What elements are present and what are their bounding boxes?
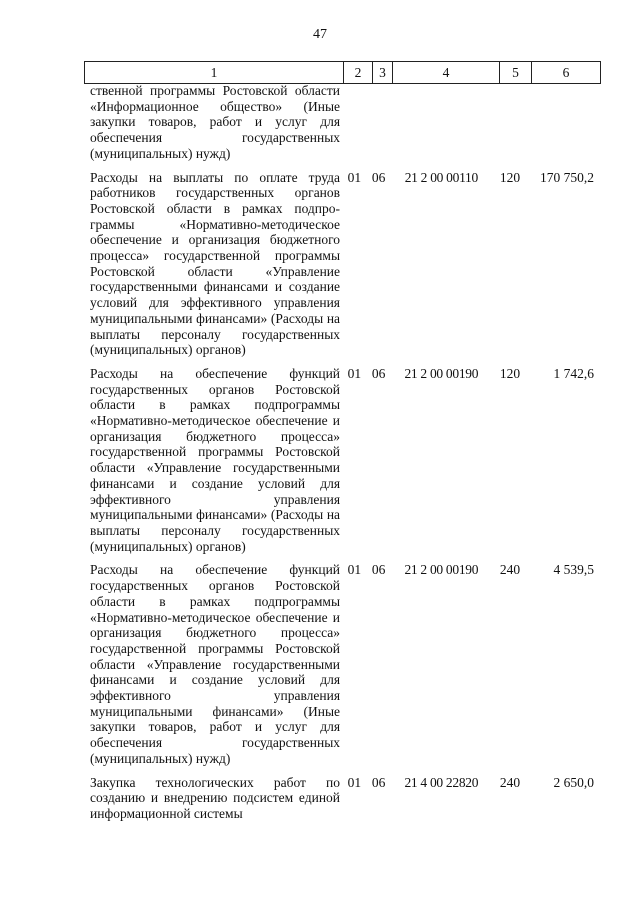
column-header-5: 5 [500, 62, 532, 84]
row-subsection: 06 [371, 562, 386, 578]
row-section: 01 [347, 169, 362, 185]
row-amount: 170 750,2 [540, 169, 594, 185]
row-expense-type: 120 [499, 365, 521, 381]
table-row [84, 170, 600, 358]
row-target-code: 21 2 00 00110 [404, 169, 478, 185]
table-row [84, 83, 600, 162]
column-header-table [84, 61, 601, 84]
row-target-code: 21 2 00 00190 [404, 562, 479, 578]
row-target-code: 21 4 00 22820 [404, 774, 479, 790]
row-expense-type: 120 [499, 169, 521, 185]
row-subsection: 06 [371, 365, 386, 381]
row-description: Расходы на обеспечение функций государственных органов Ростовской области в рамках подпрограммы «Нормативно-методическое обеспечение и организация бюджетного процесса» государственной программы Ростовской области «Управление государственными финансами и создание условий для эффективного управления муниципальными финансами» (Иные закупки товаров, работ и услуг для обеспечения государственных (муниципальных) нужд) [90, 562, 341, 766]
row-section: 01 [347, 774, 362, 790]
row-amount [526, 83, 600, 162]
column-header-4: 4 [393, 62, 500, 84]
row-amount: 2 650,0 [553, 774, 594, 790]
row-subsection [369, 83, 389, 162]
row-subsection: 06 [371, 774, 386, 790]
table-row [84, 366, 600, 554]
row-expense-type: 240 [499, 562, 521, 578]
row-section: 01 [347, 562, 362, 578]
table-body [84, 83, 600, 830]
row-amount: 4 539,5 [553, 562, 594, 578]
table-row [84, 775, 600, 822]
column-header-row [85, 62, 601, 84]
column-header-3: 3 [373, 62, 393, 84]
column-header-1: 1 [85, 62, 344, 84]
row-subsection: 06 [371, 169, 386, 185]
row-expense-type [494, 83, 526, 162]
row-target-code: 21 2 00 00190 [404, 365, 479, 381]
column-header-6: 6 [532, 62, 601, 84]
row-amount: 1 742,6 [553, 365, 594, 381]
row-expense-type: 240 [499, 774, 521, 790]
page-number: 47 [313, 27, 327, 42]
row-description: ственной программы Ростовской области «Информационное общество» (Иные закупки товаров, работ и услуг для обеспечения государственных (муниципальных) нужд) [90, 83, 341, 161]
row-description: Закупка технологических работ по созданию и внедрению подсистем единой информационной системы [90, 774, 341, 821]
row-description: Расходы на выплаты по оплате труда работников государственных органов Ростовской области в рамках подпрограммы «Нормативно-методическое обеспечение и организация бюджетного процесса» государственной программы Ростовской области «Управление государственными финансами и создание условий для эффективного управления муниципальными финансами» (Расходы на выплаты персоналу государственных (муниципальных) органов) [90, 169, 341, 358]
table-row [84, 562, 600, 766]
row-section [340, 83, 369, 162]
column-header-2: 2 [344, 62, 373, 84]
row-section: 01 [347, 365, 362, 381]
row-target-code [388, 83, 494, 162]
row-description: Расходы на обеспечение функций государственных органов Ростовской области в рамках подпрограммы «Нормативно-методическое обеспечение и организация бюджетного процесса» государственной программы Ростовской области «Управление государственными финансами и создание условий для эффективного управления муниципальными финансами» (Расходы на выплаты персоналу государственных (муниципальных) органов) [90, 365, 341, 554]
